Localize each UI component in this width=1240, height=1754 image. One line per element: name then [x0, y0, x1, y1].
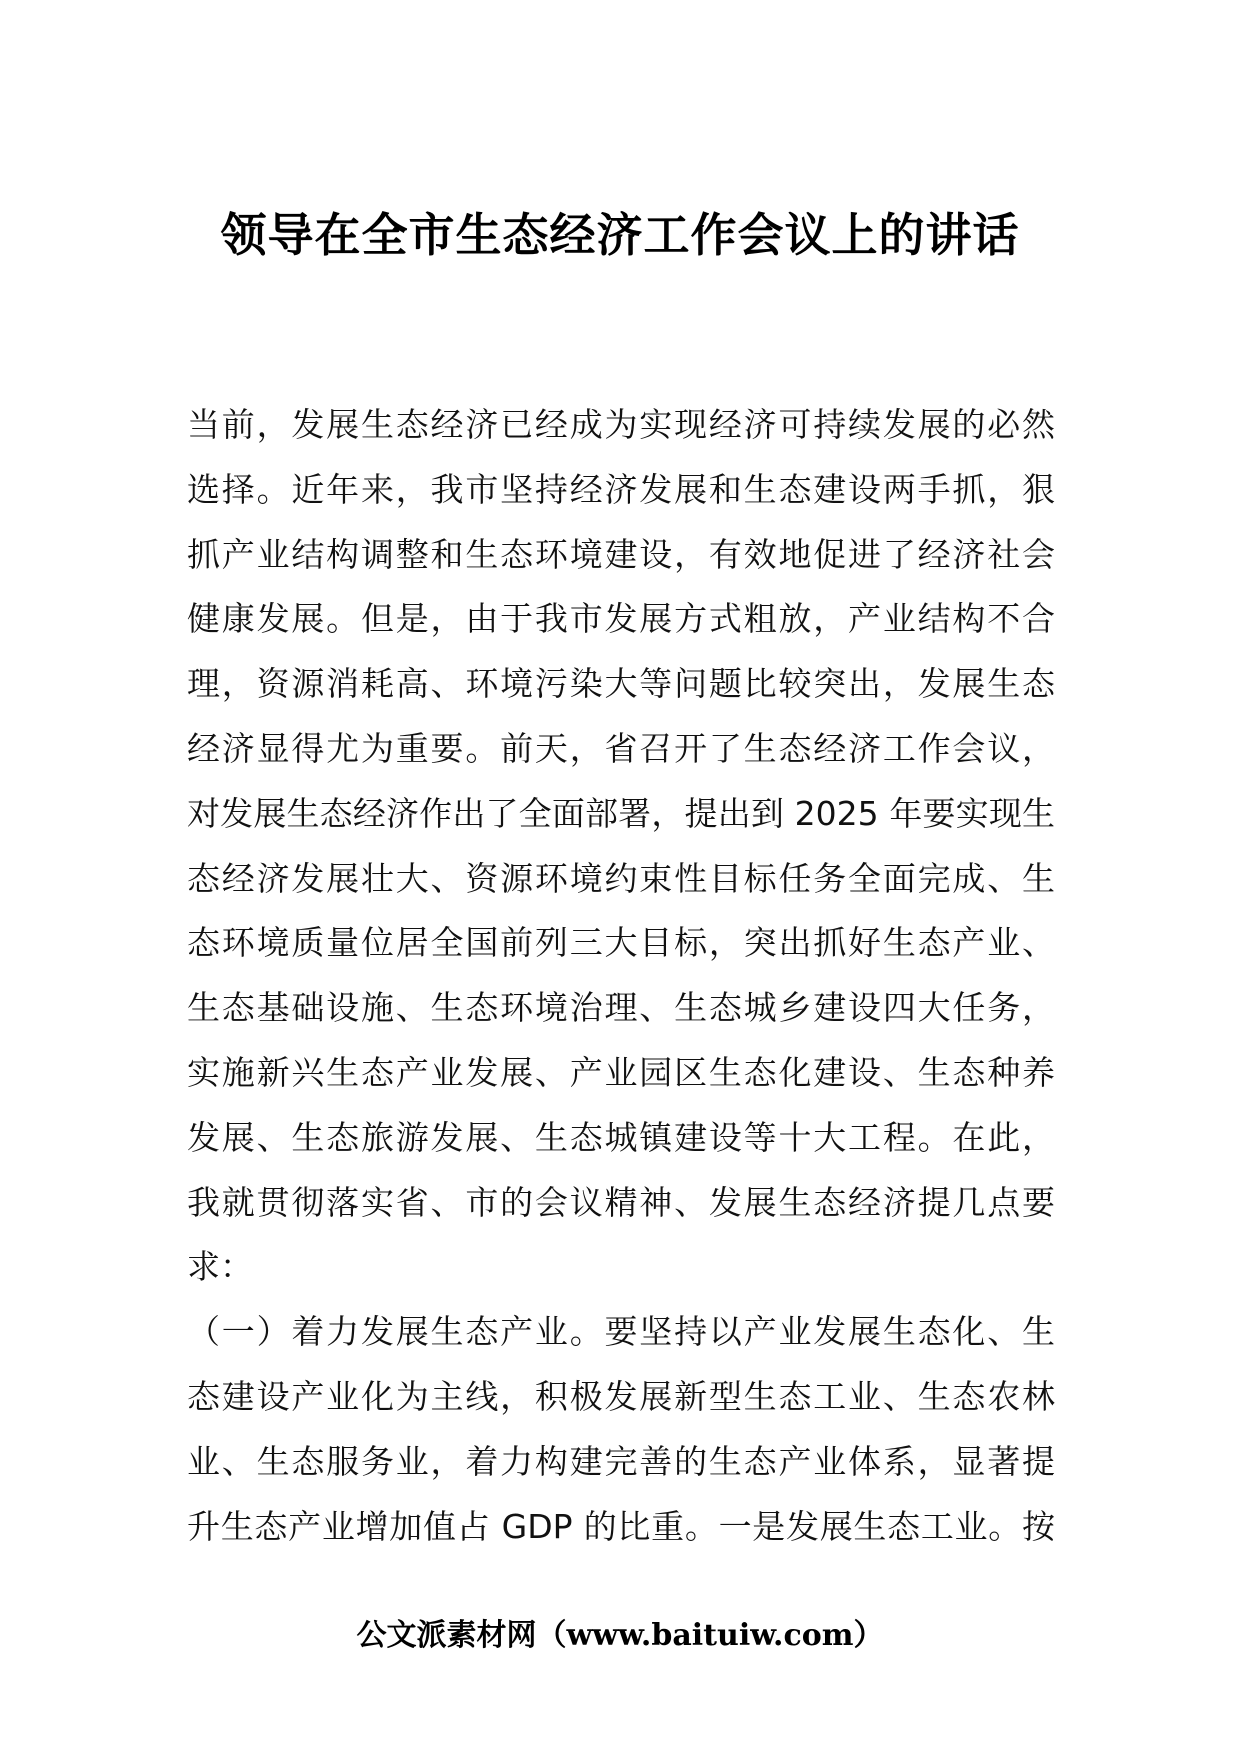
- paragraph-line: 态经济发展壮大、资源环境约束性目标任务全面完成、生: [187, 858, 1055, 898]
- paragraph-line: 业、生态服务业，着力构建完善的生态产业体系，显著提: [187, 1441, 1055, 1481]
- paragraph-line: 健康发展。但是，由于我市发展方式粗放，产业结构不合: [187, 599, 1055, 639]
- paragraph-line: 生态基础设施、生态环境治理、生态城乡建设四大任务，: [187, 988, 1055, 1028]
- paragraph-line: 理，资源消耗高、环境污染大等问题比较突出，发展生态: [187, 664, 1055, 704]
- footer-watermark: 公文派素材网（www.baituiw.com）: [356, 1618, 884, 1653]
- paragraph-line: 发展、生态旅游发展、生态城镇建设等十大工程。在此，: [187, 1117, 1055, 1157]
- paragraph-line: 抓产业结构调整和生态环境建设，有效地促进了经济社会: [187, 534, 1055, 574]
- document-title: 领导在全市生态经济工作会议上的讲话: [220, 208, 1020, 262]
- paragraph-line: 选择。近年来，我市坚持经济发展和生态建设两手抓，狠: [187, 469, 1055, 509]
- paragraph-line: 态环境质量位居全国前列三大目标，突出抓好生态产业、: [187, 923, 1055, 963]
- paragraph-line: 态建设产业化为主线，积极发展新型生态工业、生态农林: [187, 1376, 1055, 1416]
- document-body: [187, 393, 1055, 1559]
- paragraph-line: 当前，发展生态经济已经成为实现经济可持续发展的必然: [187, 405, 1055, 444]
- paragraph-line: 实施新兴生态产业发展、产业园区生态化建设、生态种养: [187, 1052, 1055, 1092]
- paragraph-line: 我就贯彻落实省、市的会议精神、发展生态经济提几点要: [187, 1182, 1055, 1222]
- paragraph-line: （一）着力发展生态产业。要坚持以产业发展生态化、生: [187, 1312, 1055, 1352]
- paragraph-line: 对发展生态经济作出了全面部署，提出到 2025 年要实现生: [187, 793, 1055, 833]
- paragraph-line: 升生态产业增加值占 GDP 的比重。一是发展生态工业。按: [187, 1506, 1055, 1546]
- paragraph-line: 求：: [187, 1247, 253, 1287]
- paragraph-line: 经济显得尤为重要。前天，省召开了生态经济工作会议，: [187, 728, 1055, 768]
